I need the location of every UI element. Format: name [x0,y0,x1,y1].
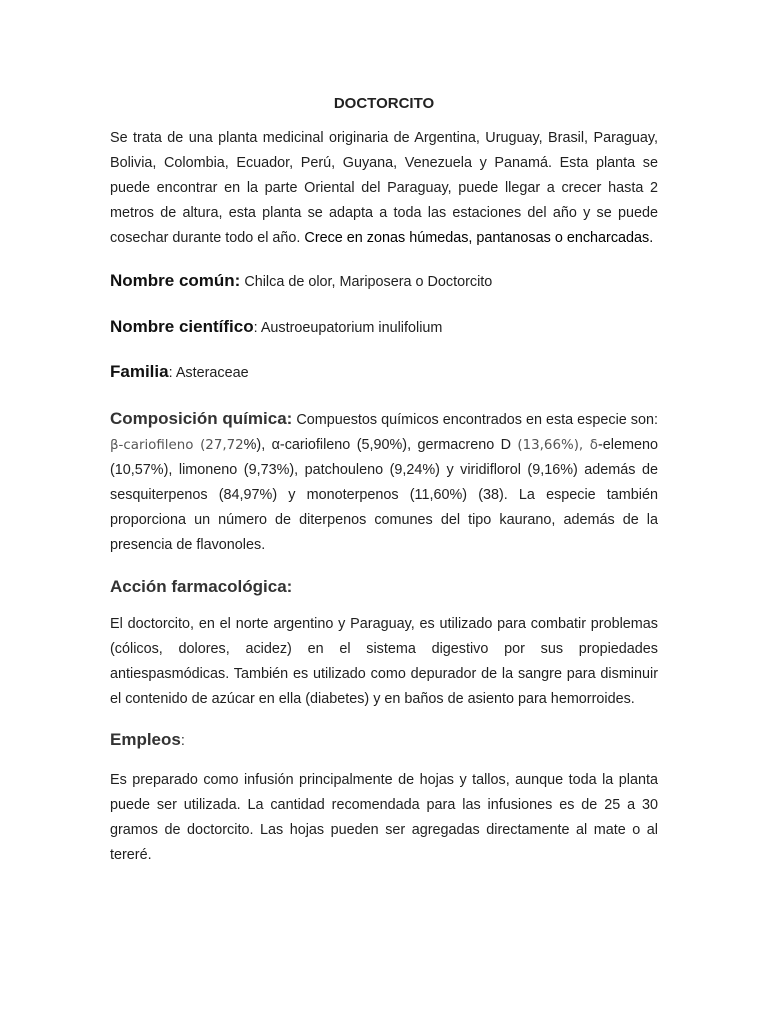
composition-paragraph [110,406,658,558]
scientific-name-field [110,314,658,341]
common-name-field [110,268,658,295]
composition-text-rest: -elemeno (10,57%), limoneno (9,73%), patchouleno (9,24%) y viridiflorol (9,16%) además de sesquiterpenos (84,97%) y monoterpenos (11,60%) (38). La especie también proporciona un número de diterpenos comunes del tipo kaurano, además de la presencia de flavonoles. [110,437,658,553]
composition-text-intro: Compuestos químicos encontrados en esta especie son: [296,412,658,428]
uses-heading [110,727,658,754]
composition-germacrene-value: (13,66%), δ [517,438,598,453]
family-label: Familia [110,362,169,381]
document-title: DOCTORCITO [333,95,435,112]
common-name-value: Chilca de olor, Mariposera o Doctorcito [244,274,493,290]
composition-label: Composición química: [110,409,293,428]
family-value: Asteraceae [175,365,249,381]
action-heading: Acción farmacológica: [110,577,293,596]
document-page [110,94,658,868]
family-field [110,359,658,386]
action-paragraph: El doctorcito, en el norte argentino y Paraguay, es utilizado para combatir problemas (cólicos, dolores, acidez) en el sistema digestivo por sus propiedades antiespasmódicas. También es utilizado como depurador de la sangre para disminuir el contenido de azúcar en ella (diabetes) y en baños de asiento para hemorroides. [110,616,658,707]
scientific-name-value: Austroeupatorium inulifolium [260,320,443,336]
uses-heading-text: Empleos [110,730,181,749]
intro-habitat-text: Crece en zonas húmedas, pantanosas o encharcadas. [304,230,654,246]
intro-text: Se trata de una planta medicinal originaria de Argentina, Uruguay, Brasil, Paraguay, Bolivia, Colombia, Ecuador, Perú, Guyana, Venezuela y Panamá. Esta planta se puede encontrar en la parte Oriental del Paraguay, puede llegar a crecer hasta 2 metros de altura, esta planta se adapta a toda las estaciones del año y se puede cosechar durante todo el año. [110,130,658,246]
family-separator: : [168,365,173,381]
scientific-name-label: Nombre científico [110,317,254,336]
composition-text-alpha: %), α-cariofileno (5,90%), germacreno D [243,437,512,453]
composition-beta-caryophyllene: β-cariofileno (27,72 [110,438,244,453]
uses-heading-separator: : [180,733,185,749]
uses-paragraph: Es preparado como infusión principalmente de hojas y tallos, aunque toda la planta puede ser utilizada. La cantidad recomendada para las infusiones es de 25 a 30 gramos de doctorcito. Las hojas pueden ser agregadas directamente al mate o al tereré. [110,772,658,863]
intro-paragraph [110,126,658,251]
scientific-name-separator: : [253,320,258,336]
common-name-label: Nombre común: [110,271,241,290]
